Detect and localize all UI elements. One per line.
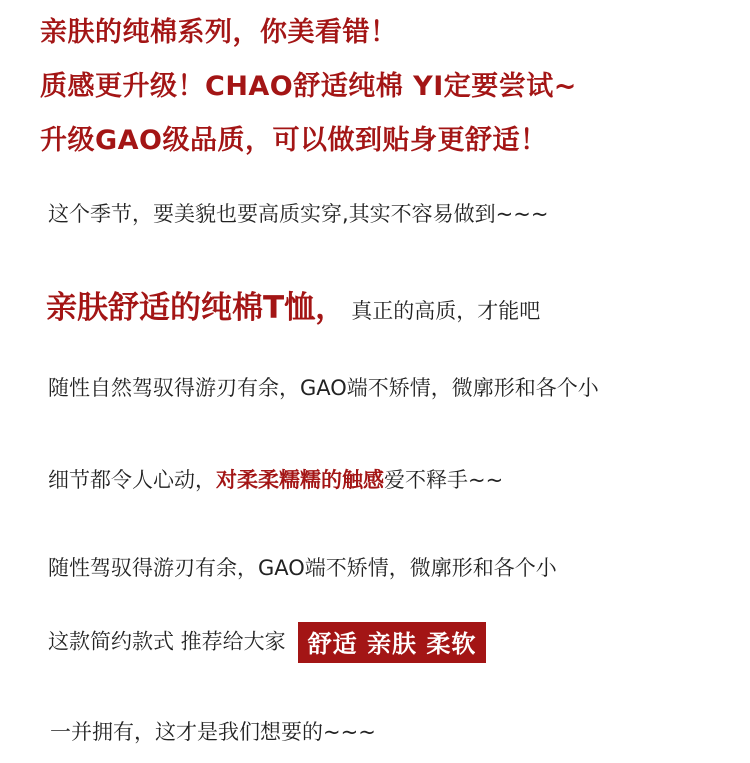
headline-2: 质感更升级！CHAO舒适纯棉 YI定要尝试~: [40, 71, 577, 102]
headline-3: 升级GAO级品质，可以做到贴身更舒适！: [40, 125, 548, 156]
recommend-text: 这款简约款式 推荐给大家: [48, 629, 286, 654]
description-line-3: 随性驾驭得游刃有余，GAO端不矫情，微廓形和各个小: [48, 556, 557, 580]
description-line-2: [48, 464, 503, 494]
highlight-rest-text: 真正的高质，才能吧: [351, 299, 541, 323]
highlight-line: [46, 282, 540, 327]
recommend-line: [48, 622, 486, 663]
intro-line: 这个季节，要美貌也要高质实穿,其实不容易做到~~~: [48, 202, 549, 226]
headline-1: 亲肤的纯棉系列，你美看错！: [40, 17, 398, 48]
description-line-2-start: 细节都令人心动，: [48, 468, 216, 492]
highlight-red-text: 亲肤舒适的纯棉T恤，: [46, 290, 347, 326]
closing-line: 一并拥有，这才是我们想要的~~~: [50, 720, 376, 744]
description-line-2-red: 对柔柔糯糯的触感: [216, 468, 384, 492]
description-line-2-end: 爱不释手~~: [384, 468, 504, 492]
feature-tag: 舒适 亲肤 柔软: [298, 622, 487, 663]
description-line-1: 随性自然驾驭得游刃有余，GAO端不矫情，微廓形和各个小: [48, 376, 599, 400]
